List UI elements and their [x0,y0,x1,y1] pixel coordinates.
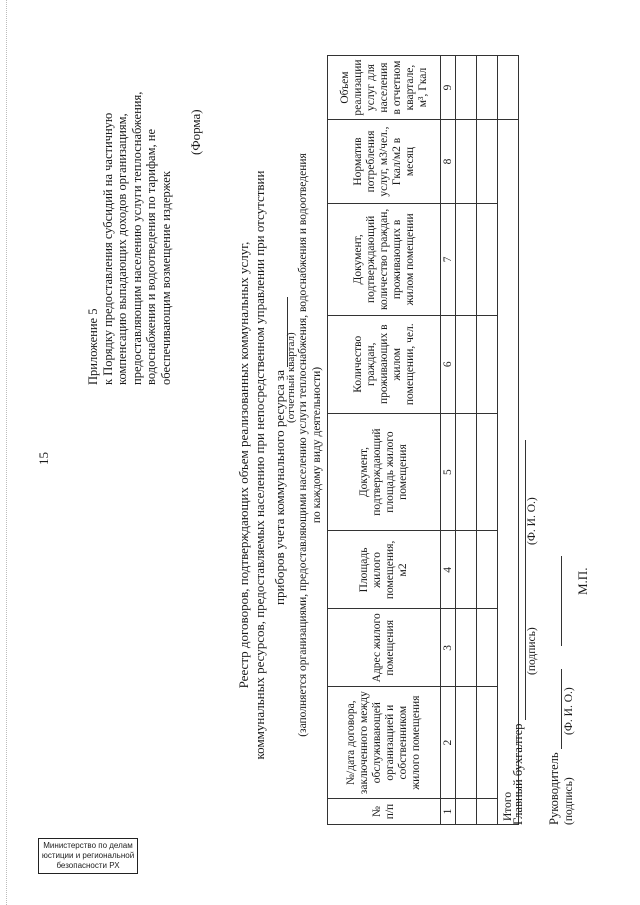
ministry-stamp [38,838,138,874]
table-cell[interactable] [456,56,477,120]
appendix-line: обеспечивающим возмещение издержек [158,171,173,385]
table-cell[interactable] [456,531,477,609]
form-label: (Форма) [188,109,203,155]
table-cell[interactable] [477,203,498,315]
accountant-label: Главный бухгалтер [511,723,525,825]
stamp-line: Министерство по делам [43,841,133,850]
table-cell[interactable] [477,609,498,687]
appendix-line: к Порядку предоставления субсидий на частичную [100,112,115,385]
appendix-line: предоставляющим населению услуги теплоснабжения, [129,91,144,385]
document-title-line: приборов учета коммунального ресурса за [272,370,287,605]
column-number: 3 [441,609,456,687]
accountant-signature-blank[interactable] [513,440,526,720]
table-cell[interactable] [456,413,477,531]
fill-note-line: по каждому виду деятельности) [311,366,323,524]
appendix-title: Приложение 5 [86,308,100,385]
table-cell[interactable] [477,56,498,120]
director-label: Руководитель [547,752,561,825]
column-number: 9 [441,56,456,120]
table-cell[interactable] [456,687,477,799]
document-title-line: Реестр договоров, подтверждающих объем реализованных коммунальных услуг, [236,241,251,689]
fill-note-line: (заполняется организациями, предоставляющими населению услуги теплоснабжения, водоснабжения и водоотведения [297,153,309,737]
table-cell[interactable] [456,315,477,413]
document-title-line: коммунальных ресурсов, предоставляемых населению при непосредственном управлении при отсутствии [252,170,267,760]
column-header: Объем реализации услуг для населения в отчетном квартале, м³, Гкал [328,56,441,120]
column-header: № п/п [328,799,441,825]
page-number: 15 [36,452,51,465]
appendix-line: компенсацию выпадающих доходов организациям, [115,113,129,385]
director-name-blank[interactable] [549,669,562,749]
column-number: 8 [441,120,456,204]
table-cell[interactable] [477,315,498,413]
table-row [477,56,498,825]
stamp-line: безопасности РХ [56,861,120,870]
signature-caption: (подпись) [526,627,538,675]
period-caption: (отчетный квартал) [285,332,297,423]
appendix-line: водоснабжения и водоотведения по тарифам, не [144,129,158,385]
column-number: 2 [441,687,456,799]
director-name-caption: (Ф. И. О.) [563,687,575,735]
table-cell[interactable] [456,120,477,204]
name-caption: (Ф. И. О.) [526,497,538,545]
table-cell[interactable] [477,120,498,204]
table-cell[interactable] [456,203,477,315]
appendix-block [86,0,173,385]
column-header: Количество граждан, проживающих в жилом помещении, чел. [328,315,441,413]
column-header: Документ, подтверждающий количество граждан, проживающих в жилом помещении [328,203,441,315]
table-cell[interactable] [456,799,477,825]
director-line [547,556,562,825]
table-cell[interactable] [477,799,498,825]
table-cell[interactable] [477,687,498,799]
column-header: Норматив потребления услуг, м3/чел., Гкал/м2 в месяц [328,120,441,204]
director-signature-blank[interactable] [549,556,562,646]
register-table [327,55,519,825]
column-number: 6 [441,315,456,413]
header-row [328,56,441,825]
table-row [456,56,477,825]
table-cell[interactable] [477,531,498,609]
column-header: Адрес жилого помещения [328,609,441,687]
director-signature-caption: (подпись) [563,777,575,825]
seal-label: М.П. [575,567,590,595]
column-header: Документ, подтверждающий площадь жилого помещения [328,413,441,531]
column-header: №/дата договора, заключенного между обслуживающей организацией и собственником жилого помещения [328,687,441,799]
column-number: 4 [441,531,456,609]
document-title [236,105,268,825]
column-number: 7 [441,203,456,315]
column-header: Площадь жилого помещения, м2 [328,531,441,609]
table-cell[interactable] [456,609,477,687]
column-number: 1 [441,799,456,825]
total-value-cell[interactable] [498,56,519,120]
accountant-line [511,440,526,825]
fill-note [296,55,324,835]
stamp-line: юстиции и региональной [41,851,135,860]
column-number-row [441,56,456,825]
table-cell[interactable] [477,413,498,531]
total-label: Итого [498,120,519,825]
column-number: 5 [441,413,456,531]
